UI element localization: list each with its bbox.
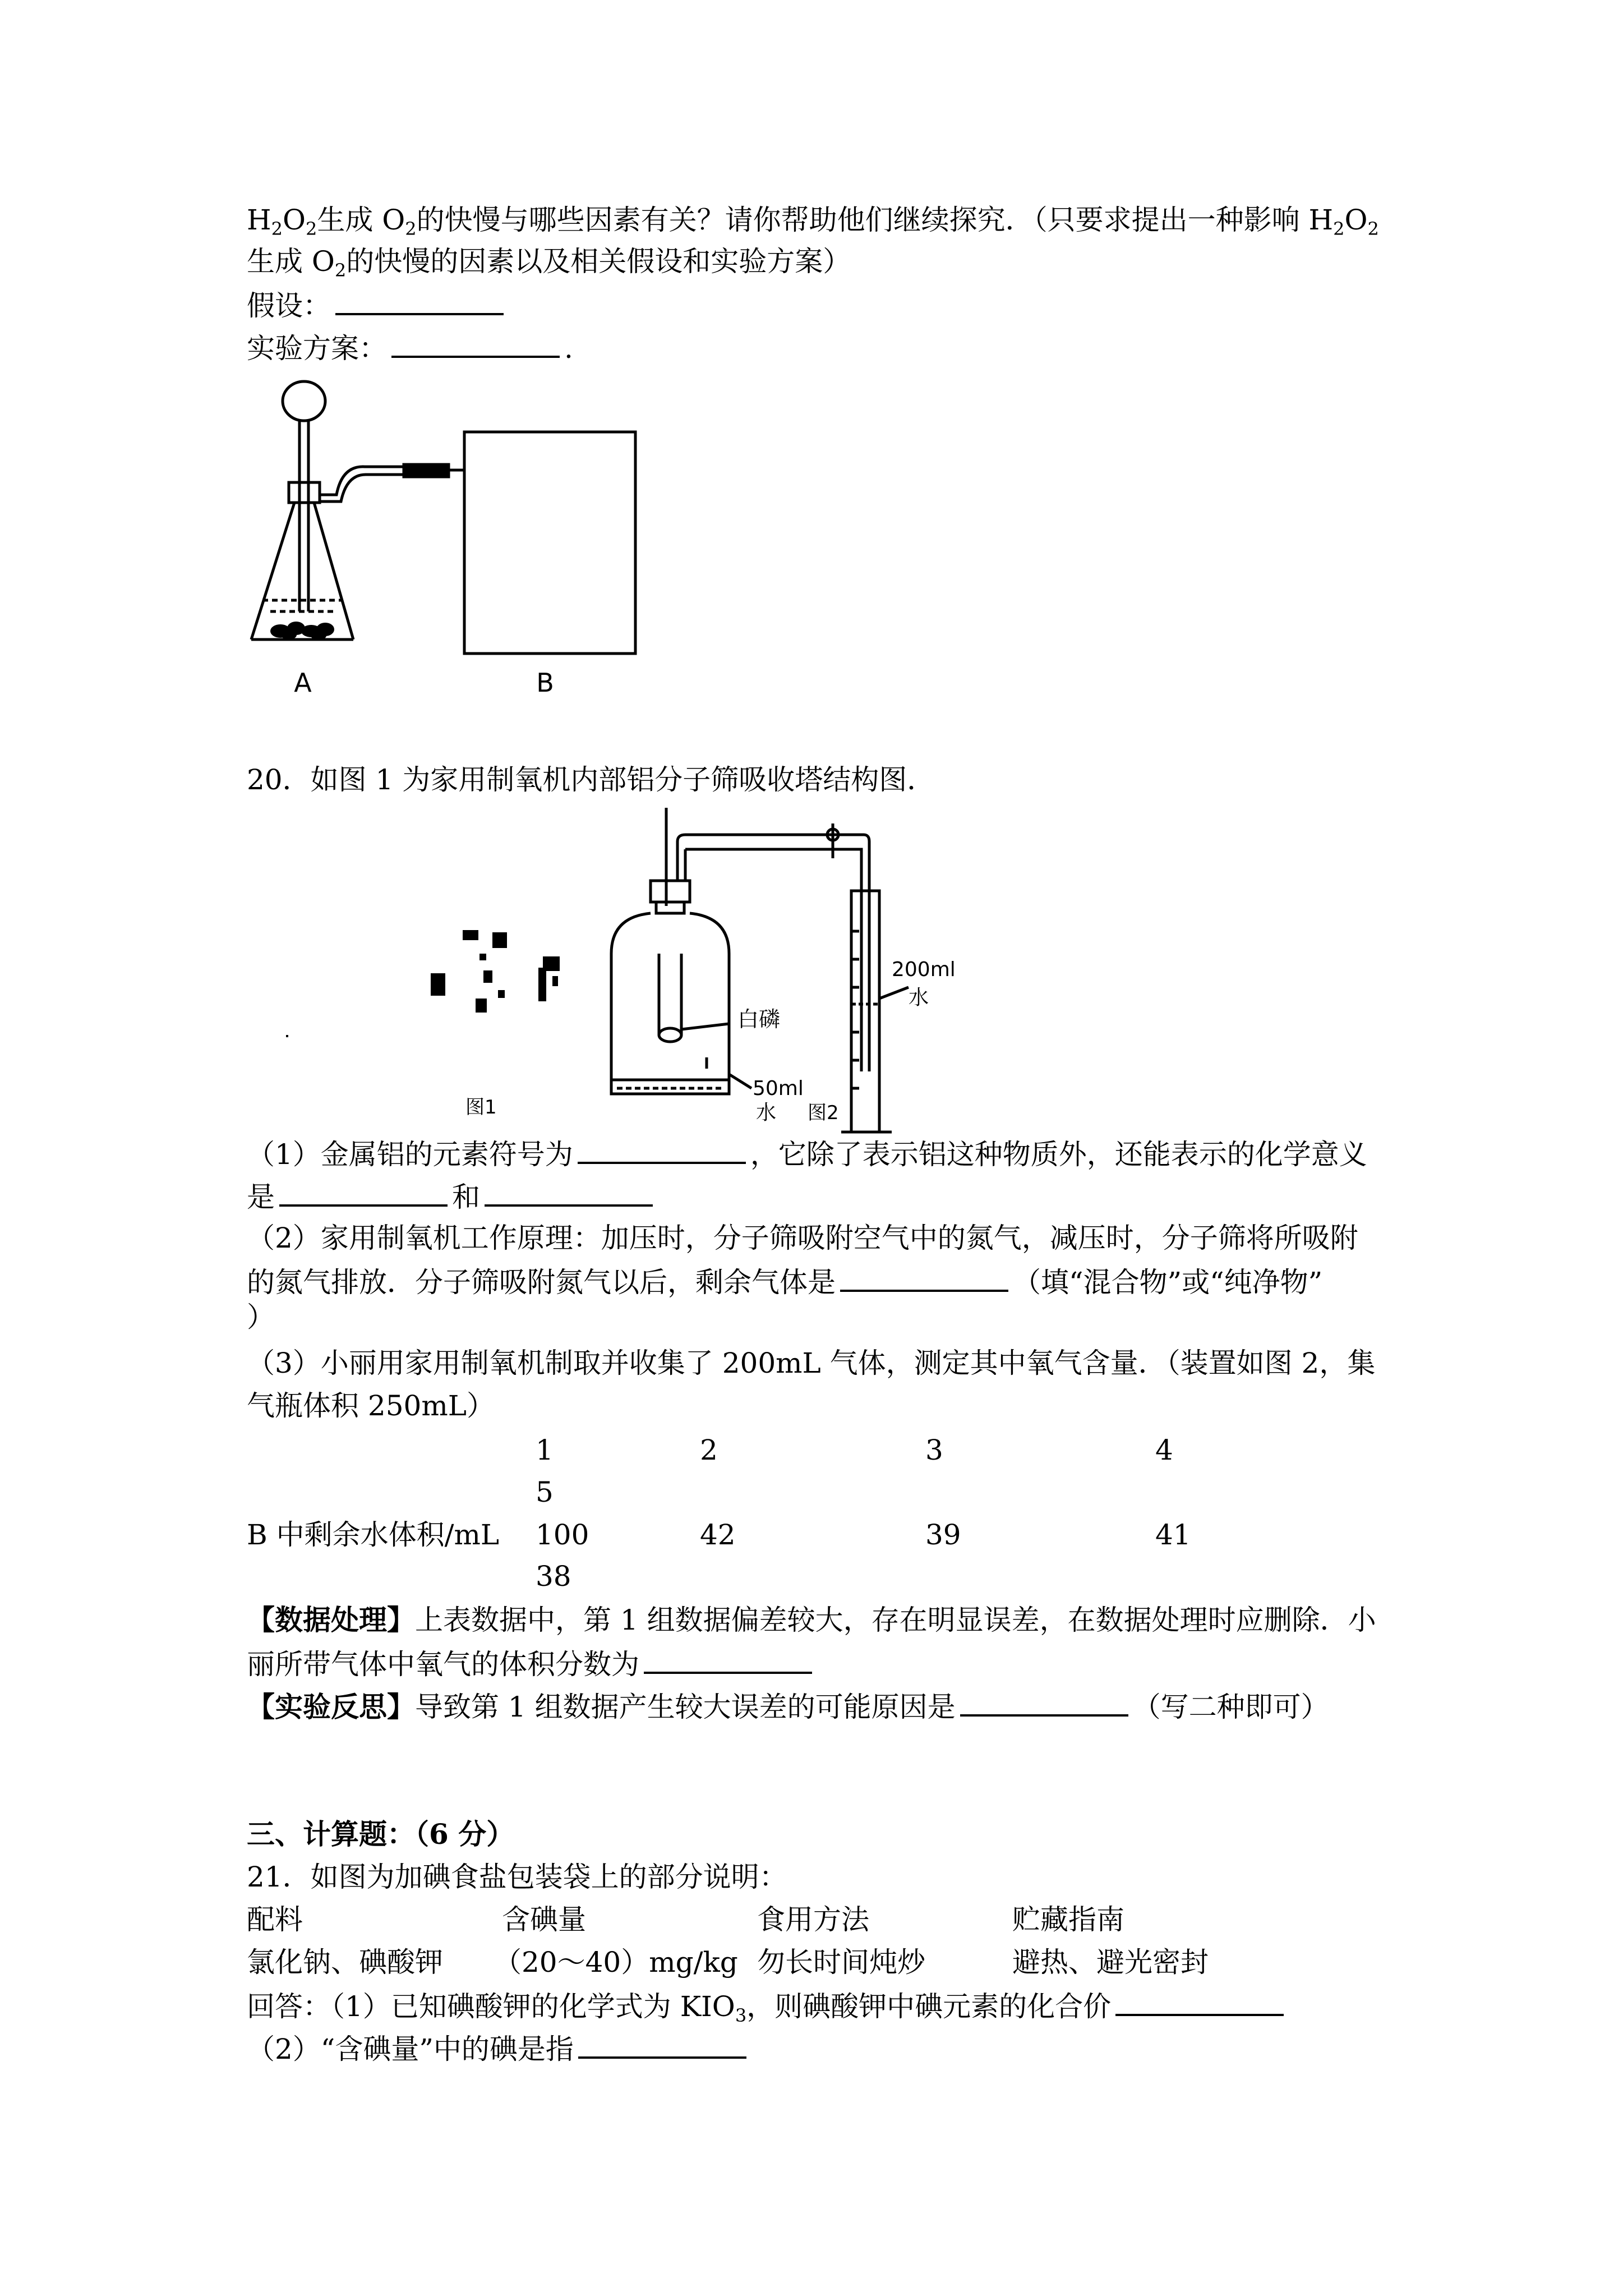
error-reason-blank[interactable] (960, 1688, 1128, 1717)
text-fragment: （2）“含碘量”中的碘是指 (247, 2033, 574, 2065)
table-header: 1 (536, 1434, 554, 1466)
subscript: 2 (271, 218, 283, 240)
subscript: 2 (405, 218, 417, 240)
text-fragment: 导致第 1 组数据产生较大误差的可能原因是 (415, 1691, 956, 1723)
label-200ml: 200ml (892, 958, 956, 981)
solid-particles (270, 622, 334, 640)
section-3-title: 三、计算题：（6 分） (247, 1818, 515, 1851)
text-fragment: （填“混合物”或“纯净物” (1013, 1266, 1323, 1299)
table-cell: 41 (1155, 1519, 1191, 1551)
text-fragment: . (564, 332, 573, 365)
text-fragment: H (247, 204, 271, 236)
text-fragment: 生成 O (317, 204, 405, 236)
q19-line-2 (247, 245, 851, 281)
salt-table-cell: 氯化钠、碘酸钾 (247, 1946, 443, 1978)
text-fragment: 上表数据中，第 1 组数据偏差较大，存在明显误差，在数据处理时应删除．小 (415, 1604, 1376, 1636)
subscript: 3 (735, 2005, 747, 2026)
plan-label: 实验方案： (247, 332, 387, 365)
q19-line-1 (247, 203, 1379, 240)
figure-1-label: 图1 (465, 1096, 497, 1119)
salt-table-header: 食用方法 (757, 1903, 869, 1936)
iodine-meaning-blank[interactable] (578, 2031, 746, 2059)
box-b (464, 432, 635, 654)
text-fragment: 的快慢的因素以及相关假设和实验方案） (346, 245, 851, 278)
table-cell: 39 (925, 1519, 961, 1551)
salt-table-cell: 勿长时间炖炒 (757, 1946, 925, 1978)
label-b: B (536, 668, 554, 698)
salt-table-header: 贮藏指南 (1012, 1903, 1124, 1936)
text-fragment: 和 (452, 1181, 480, 1213)
q21-stem: 21．如图为加碘食盐包装袋上的部分说明： (247, 1861, 787, 1893)
salt-table-cell: （20～40）mg/kg (494, 1946, 738, 1978)
apparatus-figure-1-2 (264, 808, 956, 1128)
meaning-blank-2[interactable] (485, 1179, 653, 1207)
data-processing-line2 (247, 1646, 817, 1681)
text-fragment: 是 (247, 1181, 275, 1213)
text-fragment: O (1344, 204, 1368, 236)
salt-table-header: 配料 (247, 1903, 303, 1936)
text-fragment: 回答：（1）已知碘酸钾的化学式为 KIO (247, 1990, 735, 2023)
hypothesis-line (247, 287, 508, 323)
text-fragment: （1）金属铝的元素符号为 (247, 1138, 573, 1171)
text-fragment: 生成 O (247, 245, 335, 278)
q21-answer-2 (247, 2031, 751, 2066)
table-header: 3 (925, 1434, 943, 1466)
figure-2-label: 图2 (808, 1102, 839, 1124)
subscript: 2 (1333, 218, 1345, 240)
text-fragment: 的氮气排放．分子筛吸附氮气以后，剩余气体是 (247, 1266, 836, 1299)
symbol-blank[interactable] (578, 1136, 746, 1164)
q20-part3-line2: 气瓶体积 250mL） (247, 1389, 495, 1422)
table-cell: 100 (536, 1519, 589, 1551)
label-water-left: 水 (756, 1101, 777, 1124)
data-processing-tag: 【数据处理】 (247, 1603, 415, 1636)
flask-a (251, 381, 465, 639)
hypothesis-label: 假设： (247, 289, 331, 322)
valence-blank[interactable] (1115, 1988, 1284, 2016)
q20-part1-line1 (247, 1136, 1367, 1171)
table-header: 5 (536, 1476, 554, 1508)
oxygen-fraction-blank[interactable] (644, 1646, 812, 1674)
label-50ml: 50ml (753, 1077, 804, 1100)
figure-1-image (286, 930, 560, 1037)
text-fragment: O (282, 204, 306, 236)
subscript: 2 (1367, 218, 1379, 240)
q20-part2-line2 (247, 1264, 1322, 1299)
table-row-label: B 中剩余水体积/mL (247, 1519, 500, 1551)
subscript: 2 (334, 260, 347, 281)
salt-table-header: 含碘量 (502, 1903, 586, 1936)
white-phosphorus-label: 白磷 (737, 1007, 781, 1032)
apparatus-ab-figure (236, 376, 662, 707)
gas-type-blank[interactable] (840, 1264, 1008, 1292)
table-header: 4 (1155, 1434, 1173, 1466)
text-fragment: ，则碘酸钾中碘元素的化合价 (746, 1990, 1112, 2023)
reflection-tag: 【实验反思】 (247, 1690, 415, 1723)
q20-stem: 20．如图 1 为家用制氧机内部铝分子筛吸收塔结构图． (247, 763, 935, 796)
hypothesis-blank[interactable] (335, 287, 504, 315)
table-cell: 42 (700, 1519, 736, 1551)
q21-answer-1 (247, 1988, 1288, 2026)
meaning-blank-1[interactable] (279, 1179, 448, 1207)
subscript: 2 (305, 218, 317, 240)
table-cell: 38 (536, 1560, 571, 1593)
q20-part2-line1: （2）家用制氧机工作原理：加压时，分子筛吸附空气中的氮气，减压时，分子筛将所吸附 (247, 1222, 1358, 1254)
plan-line (247, 330, 573, 365)
q20-part2-line3: ） (247, 1301, 275, 1333)
text-fragment: （写二种即可） (1132, 1691, 1329, 1723)
q20-part1-line2 (247, 1179, 657, 1214)
text-fragment: 丽所带气体中氧气的体积分数为 (247, 1648, 639, 1681)
plan-blank[interactable] (391, 330, 560, 358)
text-fragment: ，它除了表示铝这种物质外，还能表示的化学意义 (750, 1138, 1367, 1171)
salt-table-cell: 避热、避光密封 (1012, 1946, 1209, 1978)
table-header: 2 (700, 1434, 718, 1466)
label-water-right: 水 (909, 986, 929, 1009)
text-fragment: 的快慢与哪些因素有关？请你帮助他们继续探究．（只要求提出一种影响 H (416, 204, 1334, 236)
data-processing-line1 (247, 1603, 1376, 1637)
label-a: A (294, 668, 312, 698)
q20-part3-line1: （3）小丽用家用制氧机制取并收集了 200mL 气体，测定其中氧气含量．（装置如图 2，集 (247, 1347, 1376, 1379)
reflection-line (247, 1688, 1329, 1724)
